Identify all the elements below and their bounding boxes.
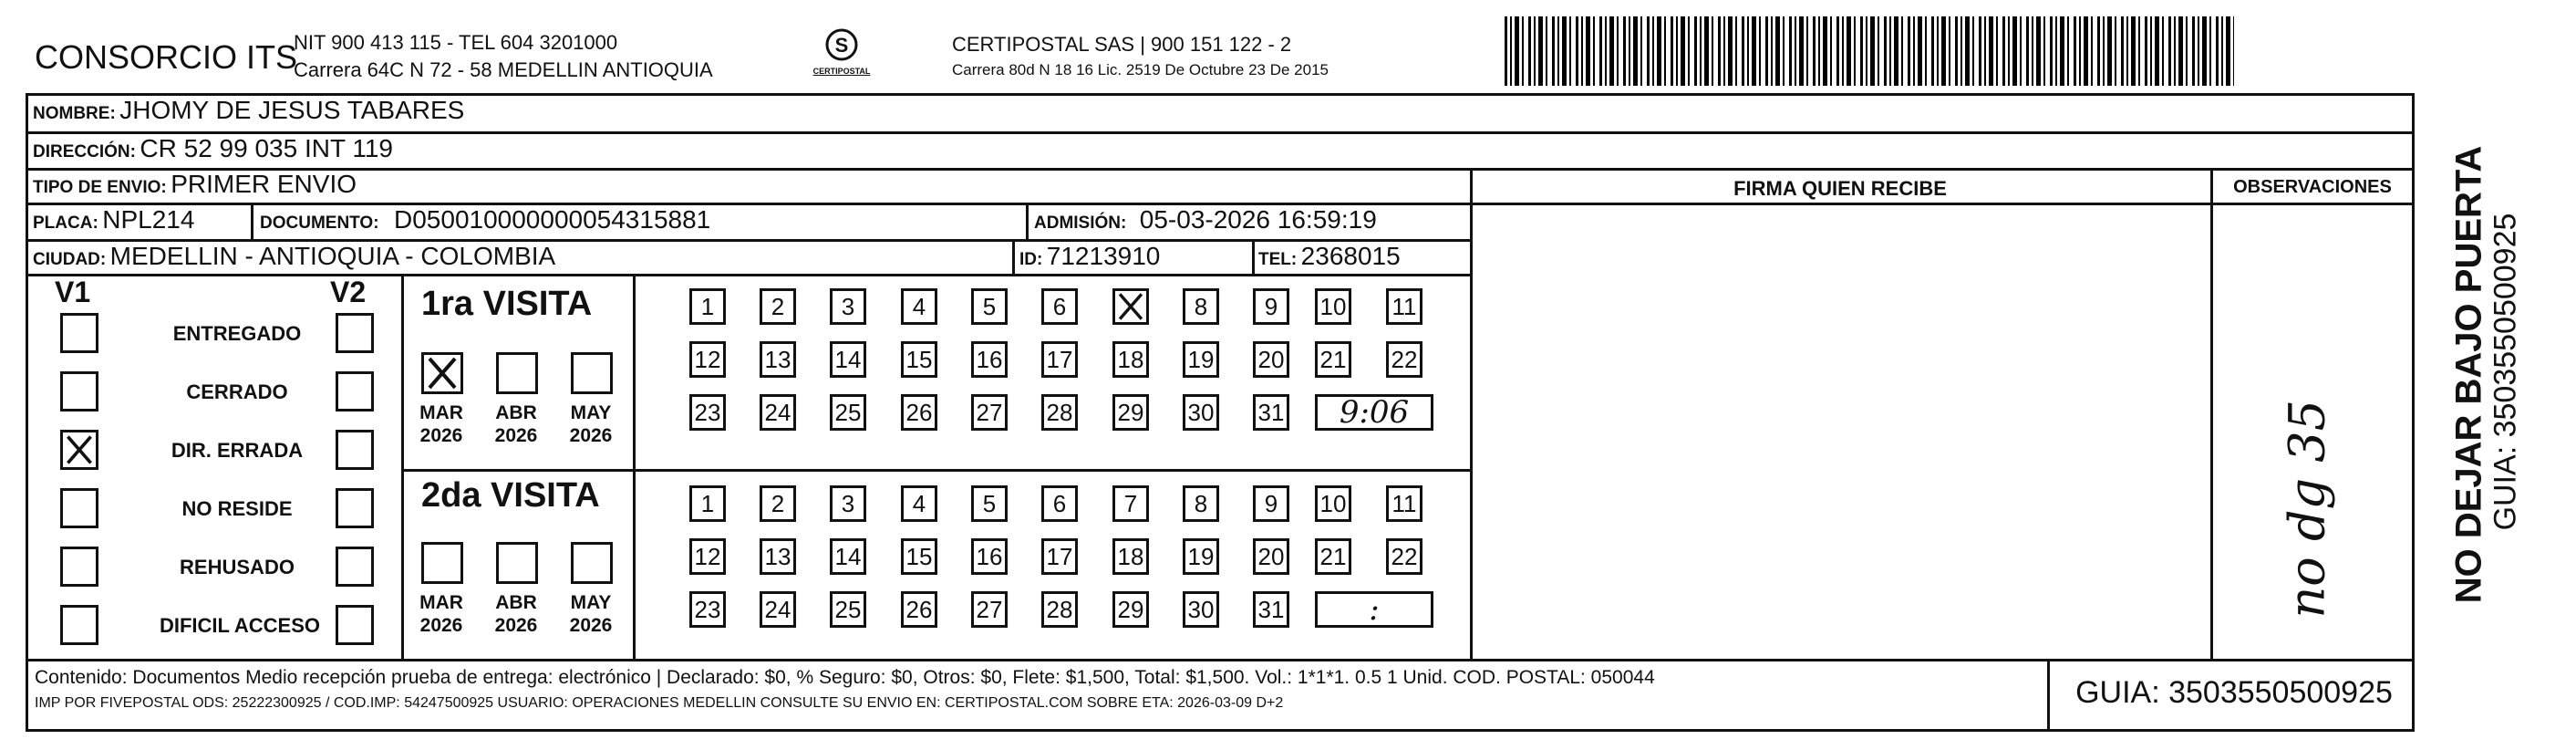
first-visit-day-box[interactable]: 1 bbox=[689, 288, 726, 325]
status-option-label: ENTREGADO bbox=[172, 322, 302, 345]
documento-value: D050010000000054315881 bbox=[394, 205, 711, 234]
direccion-label: DIRECCIÓN: bbox=[33, 142, 136, 161]
status-v1-checkbox[interactable] bbox=[60, 605, 98, 645]
second-visit-day-box[interactable]: 31 bbox=[1253, 591, 1289, 628]
second-visit-day-box[interactable]: 26 bbox=[901, 591, 937, 628]
first-visit-day-box[interactable]: 11 bbox=[1386, 288, 1422, 325]
first-visit-month-checkbox[interactable] bbox=[421, 352, 463, 394]
second-visit-day-box[interactable]: 7 bbox=[1112, 485, 1149, 522]
second-visit-day-box[interactable]: 17 bbox=[1041, 538, 1078, 575]
nombre-row bbox=[33, 96, 464, 125]
id-value: 71213910 bbox=[1046, 242, 1161, 270]
second-visit-month-checkbox[interactable] bbox=[421, 542, 463, 584]
second-visit-day-box[interactable]: 15 bbox=[901, 538, 937, 575]
first-visit-month-label bbox=[483, 401, 549, 447]
month-year: 2026 bbox=[419, 615, 463, 636]
tipo-row bbox=[33, 170, 357, 199]
admision-value: 05-03-2026 16:59:19 bbox=[1139, 205, 1377, 234]
first-visit-month-label bbox=[558, 401, 624, 447]
first-visit-day-box[interactable]: 24 bbox=[760, 394, 796, 431]
status-v1-checkbox[interactable] bbox=[60, 430, 98, 470]
second-visit-day-box[interactable]: 3 bbox=[830, 485, 866, 522]
tipo-value: PRIMER ENVIO bbox=[171, 170, 357, 198]
first-visit-day-box[interactable]: 6 bbox=[1041, 288, 1078, 325]
first-visit-day-box[interactable]: 13 bbox=[760, 341, 796, 378]
documento-field bbox=[260, 205, 710, 234]
first-visit-day-box[interactable]: 5 bbox=[971, 288, 1008, 325]
tel-value: 2368015 bbox=[1300, 242, 1401, 270]
nombre-value: JHOMY DE JESUS TABARES bbox=[119, 96, 465, 124]
status-v1-checkbox[interactable] bbox=[60, 488, 98, 528]
tel-field bbox=[1258, 242, 1401, 271]
status-option-label: NO RESIDE bbox=[181, 497, 293, 520]
first-visit-day-box[interactable]: 4 bbox=[901, 288, 937, 325]
direccion-row bbox=[33, 134, 393, 163]
placa-value: NPL214 bbox=[102, 205, 195, 234]
footer-guia: GUIA: 3503550500925 bbox=[2075, 675, 2393, 710]
direccion-value: CR 52 99 035 INT 119 bbox=[140, 134, 393, 162]
nombre-label: NOMBRE: bbox=[33, 104, 116, 123]
footer-imp: IMP POR FIVEPOSTAL ODS: 25222300925 / COD.IMP: 54247500925 USUARIO: OPERACIONES MEDELLIN CONSULTE SU ENVIO EN: CERTIPOSTAL.COM SOBRE ETA: 2026-03-09 D+2 bbox=[35, 695, 1284, 711]
second-visit-day-box[interactable]: 4 bbox=[901, 485, 937, 522]
second-visit-month-label bbox=[558, 591, 624, 637]
id-field bbox=[1019, 242, 1160, 271]
month-name: ABR bbox=[495, 402, 537, 423]
admision-label: ADMISIÓN: bbox=[1034, 214, 1127, 233]
first-visit-day-box[interactable]: 25 bbox=[830, 394, 866, 431]
second-visit-day-box[interactable]: 10 bbox=[1315, 485, 1351, 522]
side-line2: GUIA: 3503550500925 bbox=[2488, 213, 2523, 531]
placa-label: PLACA: bbox=[33, 214, 98, 233]
second-visit-day-box[interactable]: 16 bbox=[971, 538, 1008, 575]
handwritten-note: no dg 35 bbox=[2278, 400, 2336, 619]
first-visit-day-box[interactable] bbox=[1112, 288, 1149, 325]
second-visit-day-box[interactable]: 30 bbox=[1183, 591, 1219, 628]
month-name: MAY bbox=[570, 402, 612, 423]
second-visit-day-box[interactable]: 5 bbox=[971, 485, 1008, 522]
first-visit-day-box[interactable]: 8 bbox=[1183, 288, 1219, 325]
id-label: ID: bbox=[1019, 250, 1043, 269]
carrier-address: Carrera 80d N 18 16 Lic. 2519 De Octubre 23 De 2015 bbox=[952, 61, 1329, 78]
status-option-label: CERRADO bbox=[186, 380, 288, 403]
first-visit-day-box[interactable]: 21 bbox=[1315, 341, 1351, 378]
first-visit-day-box[interactable]: 19 bbox=[1183, 341, 1219, 378]
first-visit-day-box[interactable]: 23 bbox=[689, 394, 726, 431]
second-visit-day-box[interactable]: 20 bbox=[1253, 538, 1289, 575]
second-visit-day-box[interactable]: 12 bbox=[689, 538, 726, 575]
second-visit-day-box[interactable]: 18 bbox=[1112, 538, 1149, 575]
second-visit-month-label bbox=[409, 591, 474, 637]
first-visit-day-box[interactable]: 18 bbox=[1112, 341, 1149, 378]
first-visit-day-box[interactable]: 28 bbox=[1041, 394, 1078, 431]
second-visit-day-box[interactable]: 28 bbox=[1041, 591, 1078, 628]
side-line1: NO DEJAR BAJO PUERTA bbox=[2448, 145, 2489, 604]
second-visit-day-box[interactable]: 2 bbox=[760, 485, 796, 522]
second-visit-day-box[interactable]: 19 bbox=[1183, 538, 1219, 575]
tipo-label: TIPO DE ENVIO: bbox=[33, 178, 167, 197]
certipostal-logo bbox=[810, 27, 874, 76]
first-visit-day-box[interactable]: 26 bbox=[901, 394, 937, 431]
second-visit-day-box[interactable]: 21 bbox=[1315, 538, 1351, 575]
logo-text: CERTIPOSTAL bbox=[812, 67, 871, 76]
svg-text:S: S bbox=[834, 34, 849, 57]
month-year: 2026 bbox=[494, 425, 538, 446]
second-visit-day-box[interactable]: 27 bbox=[971, 591, 1008, 628]
footer-contenido: Contenido: Documentos Medio recepción prueba de entrega: electrónico | Declarado: $0, % Seguro: $0, Otros: $0, Flete: $1,500, Total: $1,500. Vol.: 1*1*1. 0.5 1 Unid. COD. POSTAL: 050044 bbox=[35, 667, 1655, 688]
first-visit-day-box[interactable]: 15 bbox=[901, 341, 937, 378]
second-visit-time-box[interactable]: : bbox=[1315, 591, 1433, 628]
ciudad-field bbox=[33, 242, 555, 271]
first-visit-month-label bbox=[409, 401, 474, 447]
certipostal-logo-icon bbox=[823, 27, 860, 62]
first-visit-day-box[interactable]: 31 bbox=[1253, 394, 1289, 431]
x-mark-icon bbox=[63, 432, 96, 467]
second-visit-day-box[interactable]: 22 bbox=[1386, 538, 1422, 575]
second-visit-day-box[interactable]: 8 bbox=[1183, 485, 1219, 522]
status-v2-checkbox[interactable] bbox=[336, 430, 374, 470]
status-v2-checkbox[interactable] bbox=[336, 371, 374, 411]
barcode bbox=[1505, 16, 2234, 86]
first-visit-day-box[interactable]: 16 bbox=[971, 341, 1008, 378]
status-v1-checkbox[interactable] bbox=[60, 313, 98, 353]
company-nit: NIT 900 413 115 - TEL 604 3201000 bbox=[294, 31, 618, 54]
first-visit-day-box[interactable]: 27 bbox=[971, 394, 1008, 431]
status-option-label: REHUSADO bbox=[180, 556, 295, 578]
month-name: MAY bbox=[570, 592, 612, 613]
first-visit-title: 1ra VISITA bbox=[421, 285, 593, 323]
first-visit-day-box[interactable]: 22 bbox=[1386, 341, 1422, 378]
second-visit-day-box[interactable]: 14 bbox=[830, 538, 866, 575]
first-visit-day-box[interactable]: 10 bbox=[1315, 288, 1351, 325]
month-name: MAR bbox=[419, 402, 463, 423]
first-visit-day-box[interactable]: 3 bbox=[830, 288, 866, 325]
status-v2-checkbox[interactable] bbox=[336, 547, 374, 587]
ciudad-label: CIUDAD: bbox=[33, 250, 107, 269]
company-name: CONSORCIO ITS bbox=[35, 38, 298, 76]
second-visit-title: 2da VISITA bbox=[421, 476, 600, 515]
x-mark-icon bbox=[1115, 291, 1146, 322]
second-visit-day-box[interactable]: 11 bbox=[1386, 485, 1422, 522]
status-v1-checkbox[interactable] bbox=[60, 371, 98, 411]
second-visit-day-box[interactable]: 24 bbox=[760, 591, 796, 628]
month-year: 2026 bbox=[494, 615, 538, 636]
status-v2-checkbox[interactable] bbox=[336, 313, 374, 353]
first-visit-day-box[interactable]: 12 bbox=[689, 341, 726, 378]
second-visit-month-label bbox=[483, 591, 549, 637]
first-visit-day-box[interactable]: 2 bbox=[760, 288, 796, 325]
x-mark-icon bbox=[424, 355, 460, 391]
month-year: 2026 bbox=[419, 425, 463, 446]
placa-field bbox=[33, 205, 194, 234]
first-visit-day-box[interactable]: 17 bbox=[1041, 341, 1078, 378]
month-name: MAR bbox=[419, 592, 463, 613]
second-visit-day-box[interactable]: 23 bbox=[689, 591, 726, 628]
status-v2-checkbox[interactable] bbox=[336, 488, 374, 528]
status-v2-checkbox[interactable] bbox=[336, 605, 374, 645]
status-v1-checkbox[interactable] bbox=[60, 547, 98, 587]
first-visit-month-checkbox[interactable] bbox=[496, 352, 538, 394]
v2-label: V2 bbox=[330, 276, 367, 308]
second-visit-day-box[interactable]: 6 bbox=[1041, 485, 1078, 522]
admision-field bbox=[1034, 205, 1377, 234]
tel-label: TEL: bbox=[1258, 250, 1298, 269]
first-visit-day-box[interactable]: 14 bbox=[830, 341, 866, 378]
month-year: 2026 bbox=[569, 615, 613, 636]
carrier-name: CERTIPOSTAL SAS | 900 151 122 - 2 bbox=[952, 33, 1292, 56]
second-visit-day-box[interactable]: 9 bbox=[1253, 485, 1289, 522]
second-visit-day-box[interactable]: 13 bbox=[760, 538, 796, 575]
first-visit-day-box[interactable]: 30 bbox=[1183, 394, 1219, 431]
first-visit-month-checkbox[interactable] bbox=[571, 352, 613, 394]
second-visit-day-box[interactable]: 29 bbox=[1112, 591, 1149, 628]
status-option-label: DIFICIL ACCESO bbox=[159, 614, 320, 637]
first-visit-day-box[interactable]: 29 bbox=[1112, 394, 1149, 431]
v1-label: V1 bbox=[55, 276, 91, 308]
second-visit-month-checkbox[interactable] bbox=[571, 542, 613, 584]
month-year: 2026 bbox=[569, 425, 613, 446]
company-address: Carrera 64C N 72 - 58 MEDELLIN ANTIOQUIA bbox=[294, 58, 713, 81]
second-visit-month-checkbox[interactable] bbox=[496, 542, 538, 584]
firma-header: FIRMA QUIEN RECIBE bbox=[1733, 177, 1947, 200]
second-visit-day-box[interactable]: 1 bbox=[689, 485, 726, 522]
first-visit-day-box[interactable]: 20 bbox=[1253, 341, 1289, 378]
first-visit-time-box[interactable]: 9:06 bbox=[1315, 394, 1433, 431]
second-visit-day-box[interactable]: 25 bbox=[830, 591, 866, 628]
side-text bbox=[2416, 108, 2553, 655]
documento-label: DOCUMENTO: bbox=[260, 214, 379, 233]
observaciones-header: OBSERVACIONES bbox=[2233, 177, 2392, 197]
month-name: ABR bbox=[495, 592, 537, 613]
first-visit-day-box[interactable]: 9 bbox=[1253, 288, 1289, 325]
ciudad-value: MEDELLIN - ANTIOQUIA - COLOMBIA bbox=[109, 242, 556, 270]
status-option-label: DIR. ERRADA bbox=[171, 439, 304, 462]
